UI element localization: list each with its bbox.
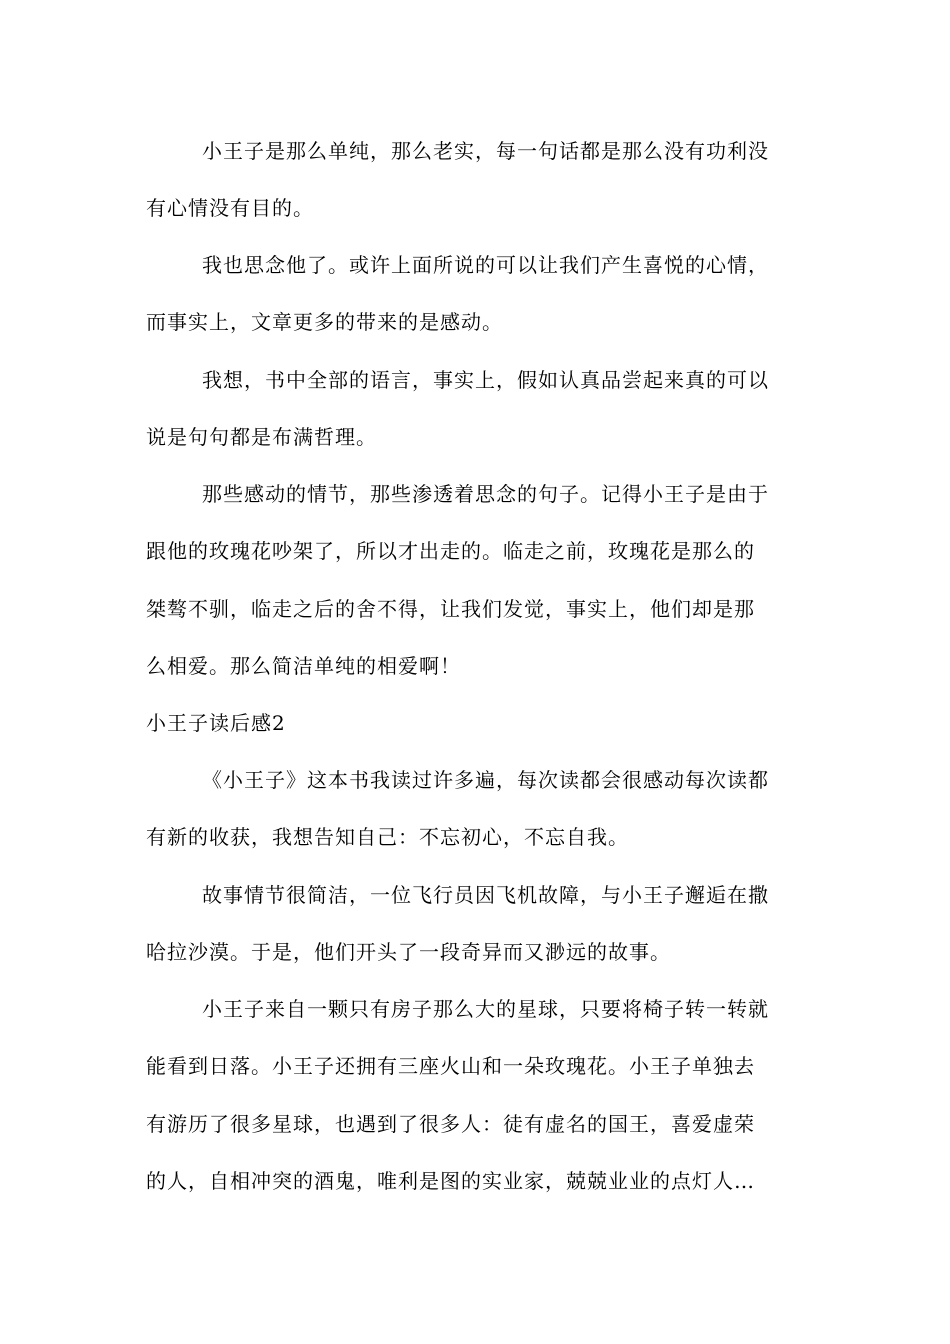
paragraph-6-line-2: 哈拉沙漠。于是，他们开头了一段奇异而又渺远的故事。 [146, 940, 671, 964]
paragraph-4-line-1: 那些感动的情节，那些渗透着思念的句子。记得小王子是由于 [202, 482, 769, 506]
paragraph-7-line-4: 的人，自相冲突的酒鬼，唯利是图的实业家，兢兢业业的点灯人… [146, 1169, 755, 1193]
paragraph-5-line-2: 有新的收获，我想告知自己：不忘初心，不忘自我。 [146, 825, 629, 849]
section-heading: 小王子读后感2 [146, 711, 286, 735]
paragraph-3-line-2: 说是句句都是布满哲理。 [146, 425, 377, 449]
paragraph-5-line-1: 《小王子》这本书我读过许多遍，每次读都会很感动每次读都 [202, 768, 769, 792]
paragraph-7-line-1: 小王子来自一颗只有房子那么大的星球，只要将椅子转一转就 [202, 997, 769, 1021]
paragraph-2-line-1: 我也思念他了。或许上面所说的可以让我们产生喜悦的心情， [202, 253, 769, 277]
paragraph-4-line-2: 跟他的玫瑰花吵架了，所以才出走的。临走之前，玫瑰花是那么的 [146, 539, 755, 563]
paragraph-1-line-2: 有心情没有目的。 [146, 196, 314, 220]
paragraph-2-line-2: 而事实上，文章更多的带来的是感动。 [146, 310, 503, 334]
paragraph-4-line-4: 么相爱。那么简洁单纯的相爱啊！ [146, 654, 461, 678]
paragraph-4-line-3: 桀骜不驯，临走之后的舍不得，让我们发觉，事实上，他们却是那 [146, 597, 755, 621]
paragraph-6-line-1: 故事情节很简洁，一位飞行员因飞机故障，与小王子邂逅在撒 [202, 883, 769, 907]
paragraph-3-line-1: 我想，书中全部的语言，事实上，假如认真品尝起来真的可以 [202, 368, 769, 392]
paragraph-7-line-2: 能看到日落。小王子还拥有三座火山和一朵玫瑰花。小王子单独去 [146, 1054, 755, 1078]
paragraph-7-line-3: 有游历了很多星球，也遇到了很多人：徒有虚名的国王，喜爱虚荣 [146, 1112, 755, 1136]
paragraph-1-line-1: 小王子是那么单纯，那么老实，每一句话都是那么没有功利没 [202, 139, 769, 163]
